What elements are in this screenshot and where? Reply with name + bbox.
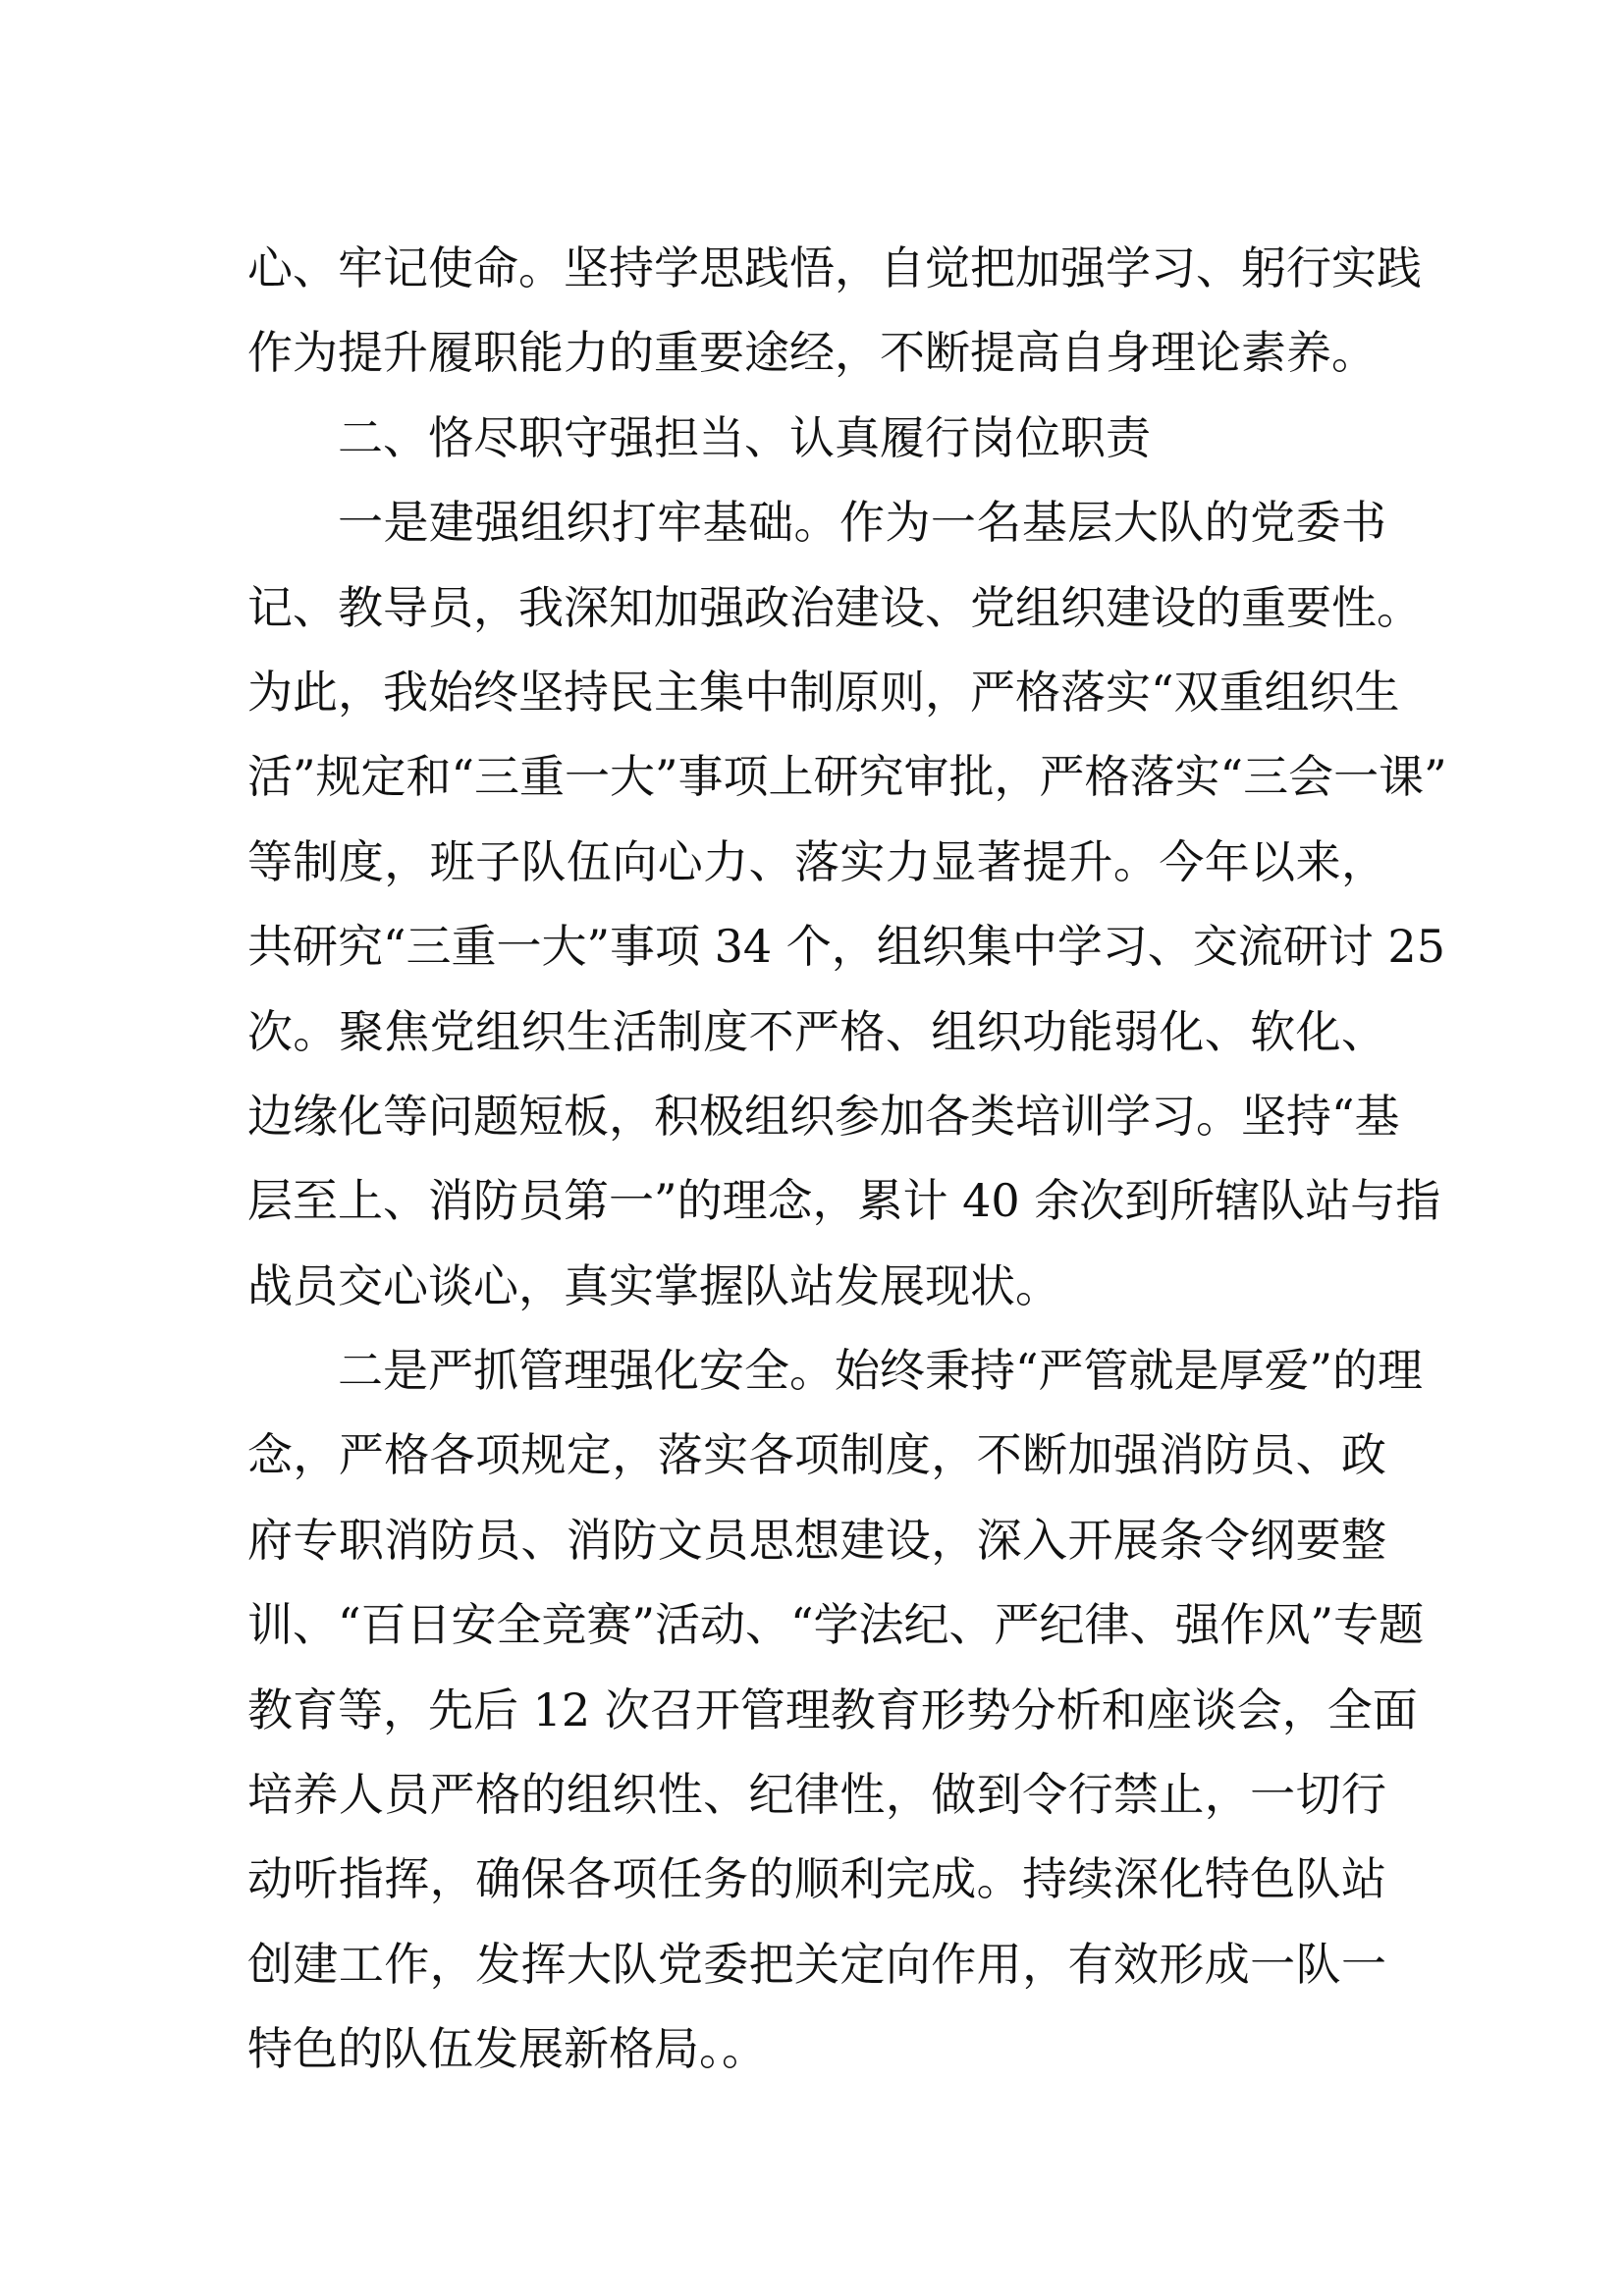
text-line: 层至上、消防员第一”的理念，累计 40 余次到所辖队站与指 [247,1174,1441,1228]
document-body [247,226,1447,2092]
text-line: 训、“百日安全竞赛”活动、“学法纪、严纪律、强作风”专题 [247,1598,1425,1652]
paragraph-start-line: 一是建强组织打牢基础。作为一名基层大队的党委书 [338,496,1386,550]
text-line: 动听指挥，确保各项任务的顺利完成。持续深化特色队站 [247,1852,1386,1906]
text-line: 培养人员严格的组织性、纪律性，做到令行禁止，一切行 [247,1768,1386,1822]
paragraph-start-line: 二是严抓管理强化安全。始终秉持“严管就是厚爱”的理 [338,1344,1424,1398]
text-line: 府专职消防员、消防文员思想建设，深入开展条令纲要整 [247,1513,1386,1567]
text-line: 教育等，先后 12 次召开管理教育形势分析和座谈会，全面 [247,1682,1418,1736]
text-line: 心、牢记使命。坚持学思践悟，自觉把加强学习、躬行实践 [247,241,1422,294]
text-line: 次。聚焦党组织生活制度不严格、组织功能弱化、软化、 [247,1004,1386,1058]
text-line: 活”规定和“三重一大”事项上研究审批，严格落实“三会一课” [247,750,1447,804]
text-line: 作为提升履职能力的重要途经，不断提高自身理论素养。 [247,326,1377,380]
text-line: 创建工作，发挥大队党委把关定向作用，有效形成一队一 [247,1937,1386,1991]
text-line: 共研究“三重一大”事项 34 个，组织集中学习、交流研讨 25 [247,920,1445,974]
text-line: 等制度，班子队伍向心力、落实力显著提升。今年以来， [247,834,1386,888]
text-line: 边缘化等问题短板，积极组织参加各类培训学习。坚持“基 [247,1089,1400,1143]
text-line: 特色的队伍发展新格局。。 [247,2022,767,2076]
text-line: 记、教导员，我深知加强政治建设、党组织建设的重要性。 [247,580,1422,634]
text-line: 念，严格各项规定，落实各项制度，不断加强消防员、政 [247,1428,1386,1482]
text-line: 为此，我始终坚持民主集中制原则，严格落实“双重组织生 [247,665,1400,719]
section-heading: 二、恪尽职守强担当、认真履行岗位职责 [338,410,1151,464]
text-line: 战员交心谈心，真实掌握队站发展现状。 [247,1258,1060,1312]
